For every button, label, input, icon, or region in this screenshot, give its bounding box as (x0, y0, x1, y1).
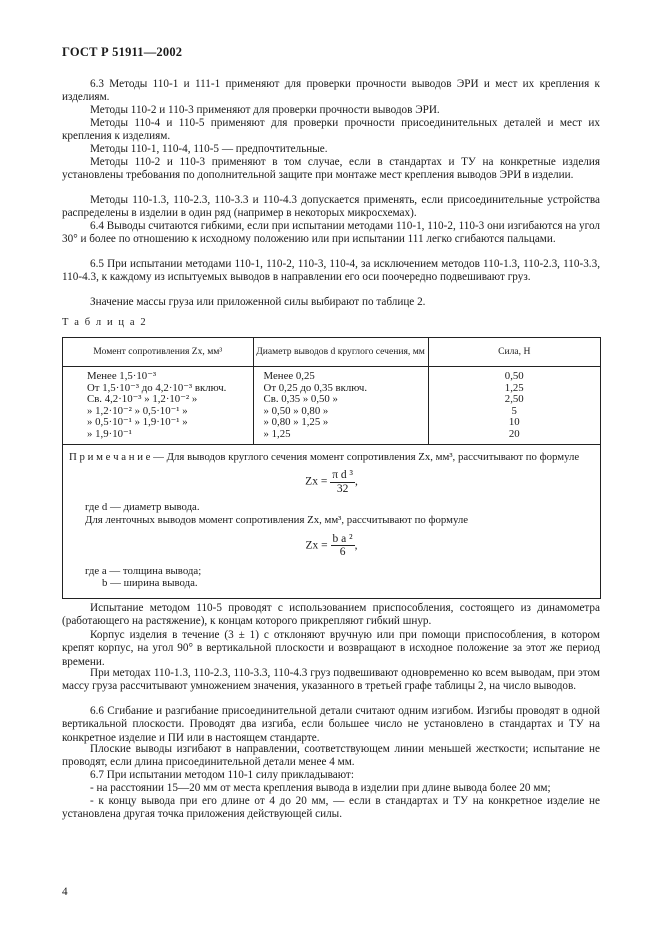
page-number: 4 (62, 886, 68, 898)
list-item: - к концу вывода при его длине от 4 до 20 мм, — если в стандартах и ТУ на конкретное изделие не установлена другая точка приложения действующей силы. (62, 795, 600, 821)
table-line: » 0,50 » 0,80 » (263, 404, 329, 417)
table-line: » 1,9·10⁻¹ (87, 427, 132, 440)
table-cell-force (428, 367, 600, 445)
formula-lhs: Zx = (305, 539, 328, 552)
table-line: От 0,25 до 0,35 включ. (263, 381, 368, 394)
table-cell-moment (63, 367, 254, 445)
formula-denominator: 6 (339, 546, 346, 559)
note-ribbon: Для ленточных выводов момент сопротивления Zx, мм³, рассчитывают по формуле (85, 513, 469, 526)
table-line: Менее 1,5·10⁻³ (87, 370, 157, 382)
note-where: где d — диаметр вывода. (85, 501, 200, 514)
table-2 (62, 337, 601, 599)
table-line: 10 (508, 416, 520, 429)
table-header-moment: Момент сопротивления Zx, мм³ (63, 338, 254, 367)
formula-fraction (331, 533, 355, 559)
table-line: Менее 0,25 (263, 370, 315, 382)
paragraph: Методы 110-2 и 110-3 применяют для проверки прочности выводов ЭРИ. (90, 104, 440, 116)
paragraph: Плоские выводы изгибают в направлении, соответствующем линии меньшей жесткости; испытание не проводят, если длина присоединительной детали менее 4 мм. (62, 743, 600, 769)
table-line: 20 (508, 427, 520, 440)
note-where: где a — толщина вывода; (85, 564, 202, 577)
paragraph: 6.4 Выводы считаются гибкими, если при испытании методами 110-1, 110-2, 110-3 они изгибаются на угол 30° и более по отношению к исходному положению или при испытании 111 легко сгибаются пальцами. (62, 220, 600, 246)
note-where: b — ширина вывода. (102, 577, 198, 590)
formula-denominator: 32 (336, 482, 349, 495)
paragraph: Корпус изделия в течение (3 ± 1) с отклоняют вручную или при помощи приспособления, в котором крепят корпус, на угол 90° в вертикальной плоскости и возвращают в исходное положение за этот же период времени. (62, 629, 600, 668)
table-line: Св. 0,35 » 0,50 » (263, 393, 338, 406)
paragraph: 6.3 Методы 110-1 и 111-1 применяют для проверки прочности выводов ЭРИ и мест их крепления к изделиям. (62, 78, 600, 104)
paragraph: Методы 110-4 и 110-5 применяют для проверки прочности присоединительных деталей и мест их крепления к изделиям. (62, 117, 600, 143)
paragraph: Испытание методом 110-5 проводят с использованием приспособления, состоящего из динамометра (работающего на растяжение), к концам которого прикрепляют гибкий шнур. (62, 602, 600, 628)
table-line: Св. 4,2·10⁻³ » 1,2·10⁻² » (87, 393, 198, 406)
table-header-force: Сила, Н (428, 338, 600, 367)
paragraph: 6.5 При испытании методами 110-1, 110-2, 110-3, 110-4, за исключением методов 110-1.3, 110-2.3, 110-3.3, 110-4.3, к каждому из испытуемых выводов в направлении его оси поочередно подвешивают груз. (62, 258, 600, 284)
paragraph: При методах 110-1.3, 110-2.3, 110-3.3, 110-4.3 груз подвешивают одновременно ко всем выводам, при этом массу груза рассчитывают умножением значения, указанного в третьей графе таблицы 2, на число выводов. (62, 667, 600, 693)
table-line: 5 (511, 404, 517, 417)
formula-ribbon: Zx = $\frac{\text{b a ²}}{6}$ , (305, 532, 358, 559)
table-caption: Т а б л и ц а 2 (62, 317, 148, 328)
table-line: » 1,2·10⁻² » 0,5·10⁻¹ » (87, 404, 188, 417)
paragraph: 6.7 При испытании методом 110-1 силу прикладывают: (90, 769, 354, 781)
formula-round: Zx = $\frac{\text{π d ³}}{32}$ , (305, 469, 358, 495)
table-line: 0,50 (504, 370, 524, 382)
formula-lhs: Zx = (305, 475, 328, 488)
paragraph: Значение массы груза или приложенной силы выбирают по таблице 2. (90, 296, 426, 308)
table-note (63, 444, 601, 598)
table-line: » 1,25 (263, 427, 291, 440)
table-line: От 1,5·10⁻³ до 4,2·10⁻³ включ. (87, 381, 227, 394)
paragraph: 6.6 Сгибание и разгибание присоединительной детали считают одним изгибом. Изгибы проводят в одной вертикальной плоскости. Проводят два изгиба, если большее число не установлено в стандартах и ТУ на конкретное изделие и ПИ или в настоящем стандарте. (62, 705, 600, 744)
table-line: » 0,80 » 1,25 » (263, 416, 329, 429)
formula-numerator: π d ³ (332, 469, 353, 482)
table-line: » 0,5·10⁻¹ » 1,9·10⁻¹ » (87, 416, 188, 429)
table-line: 1,25 (504, 381, 524, 394)
document-header: ГОСТ Р 51911—2002 (62, 45, 183, 59)
formula-numerator: b a ² (332, 532, 353, 545)
table-cell-diameter (253, 367, 428, 445)
table-line: 2,50 (504, 393, 524, 406)
paragraph: Методы 110-1, 110-4, 110-5 — предпочтительные. (90, 143, 328, 155)
paragraph: Методы 110-1.3, 110-2.3, 110-3.3 и 110-4.3 допускается применять, если присоединительные устройства распределены в изделии в один ряд (например в некоторых микросхемах). (62, 194, 600, 220)
note-lead: П р и м е ч а н и е — Для выводов круглого сечения момент сопротивления Zx, мм³, рассчитывают по формуле (69, 450, 580, 463)
table-header-diameter: Диаметр выводов d круглого сечения, мм (253, 338, 428, 367)
list-item: - на расстоянии 15—20 мм от места крепления вывода в изделии при длине вывода более 20 мм; (90, 782, 551, 794)
formula-fraction (330, 469, 355, 495)
paragraph: Методы 110-2 и 110-3 применяют в том случае, если в стандартах и ТУ на конкретные изделия установлены требования по дополнительной защите при монтаже мест крепления выводов ЭРИ в изделии. (62, 156, 600, 182)
